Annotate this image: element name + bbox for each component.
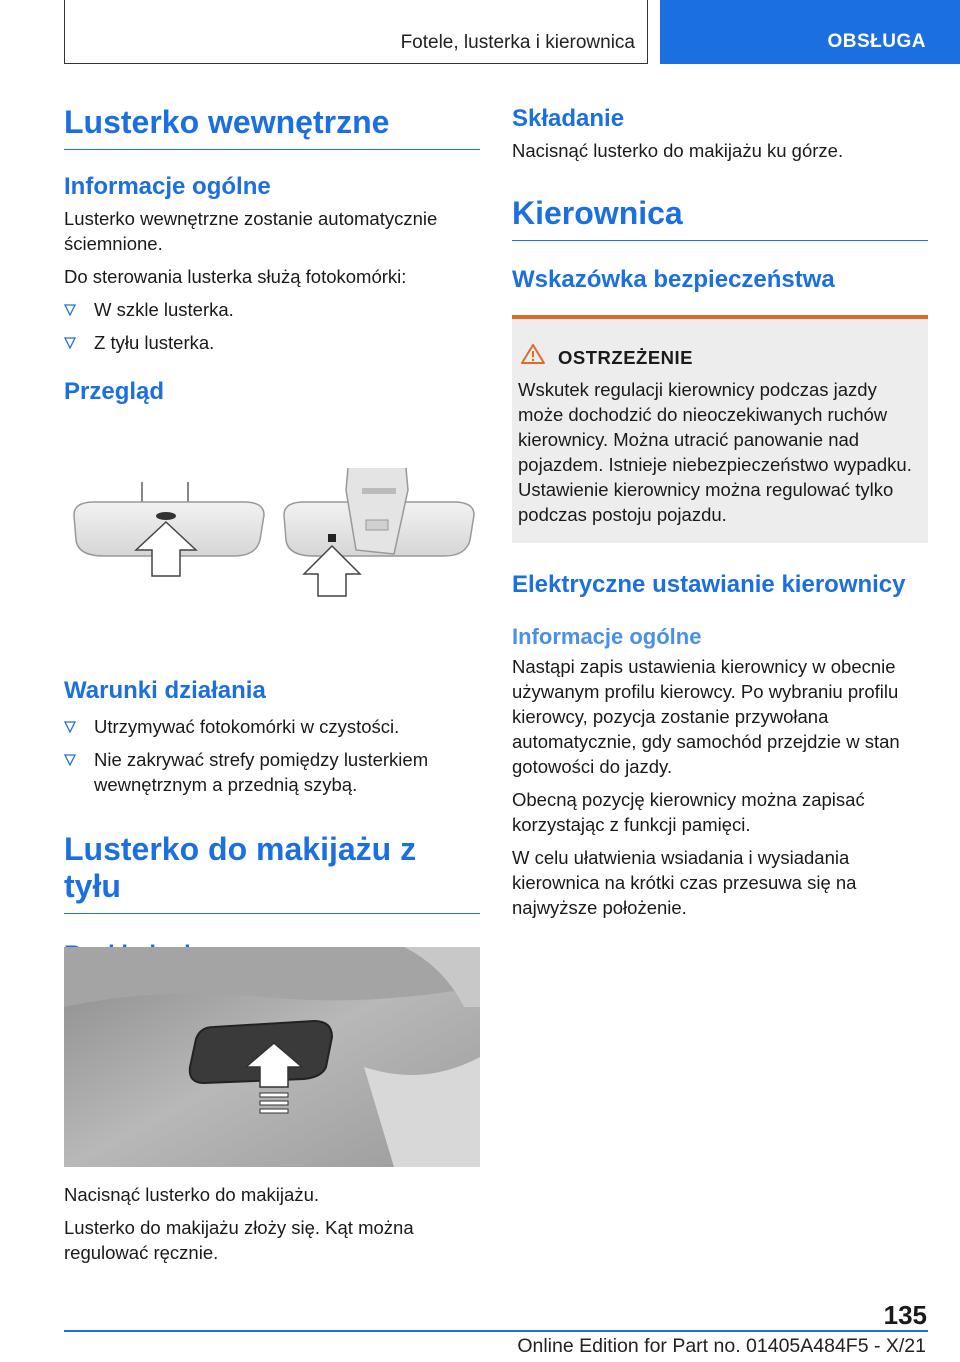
edition-info: Online Edition for Part no. 01405A484F5 - X/21 <box>517 1335 926 1357</box>
heading-conditions: Warunki działania <box>64 677 266 704</box>
header-frame <box>64 0 648 64</box>
mirror-sensors-illustration <box>64 460 480 630</box>
list-item-text: Utrzymywać fotokomórki w czystości. <box>94 716 400 737</box>
paragraph-memory-profile: Nastąpi zapis ustawienia kierownicy w obecnie używanym profilu kierowcy. Po wybraniu profilu kierowcy, pozycja zostanie przywołana automatycznie, gdy samochód przejdzie w stan gotowości do jazdy. <box>512 656 900 777</box>
section-tab <box>660 0 960 64</box>
paragraph-fold-up: Nacisnąć lusterko do makijażu ku górze. <box>512 140 844 161</box>
heading-vanity-mirror: Lusterko do makijażu z tyłu <box>64 831 480 914</box>
heading-steering-wheel: Kierownica <box>512 195 928 241</box>
section-title: OBSŁUGA <box>827 31 926 52</box>
triangle-bullet-icon <box>64 337 76 349</box>
list-item <box>64 330 480 355</box>
paragraph-mirror-folds: Lusterko do makijażu złoży się. Kąt można regulować ręcznie. <box>64 1217 414 1263</box>
warning-text: Wskutek regulacji kierownicy podczas jazdy może dochodzić do nieoczekiwanych ruchów kierownicy. Można utracić panowanie nad pojazdem. Istnieje niebezpieczeństwo wypadku. Ustawienie kierownicy można regulować tylko podczas postoju pojazdu. <box>518 379 912 525</box>
list-item-text: Z tyłu lusterka. <box>94 332 215 353</box>
triangle-bullet-icon <box>64 721 76 733</box>
heading-general-info: Informacje ogólne <box>64 173 271 200</box>
heading-electric-adjust: Elektryczne ustawianie kierownicy <box>512 571 906 598</box>
paragraph-press-mirror: Nacisnąć lusterko do makijażu. <box>64 1184 319 1205</box>
heading-interior-mirror: Lusterko wewnętrzne <box>64 104 480 150</box>
triangle-bullet-icon <box>64 754 76 766</box>
heading-safety-note: Wskazówka bezpieczeństwa <box>512 266 835 293</box>
column-left <box>64 104 480 407</box>
chapter-title: Fotele, lusterka i kierownica <box>400 32 635 53</box>
list-item-text: W szkle lusterka. <box>94 299 234 320</box>
warning-title: OSTRZEŻENIE <box>558 347 694 368</box>
warning-triangle-icon <box>520 343 546 365</box>
list-item <box>64 747 480 797</box>
triangle-bullet-icon <box>64 304 76 316</box>
paragraph-save-position: Obecną pozycję kierownicy można zapisać korzystając z funkcji pamięci. <box>512 789 865 835</box>
heading-general-info-right: Informacje ogólne <box>512 624 702 649</box>
column-left-lower <box>64 676 480 970</box>
footer-divider <box>64 1330 928 1332</box>
list-item <box>64 297 480 322</box>
page-number: 135 <box>883 1300 927 1330</box>
vanity-mirror-photo <box>64 947 480 1167</box>
column-right <box>512 104 928 295</box>
paragraph-sensors: Do sterowania lusterka służą fotokomórki: <box>64 266 407 287</box>
heading-overview: Przegląd <box>64 378 165 405</box>
column-left-bottom <box>64 1182 480 1265</box>
paragraph-auto-dim: Lusterko wewnętrzne zostanie automatycznie ściemnione. <box>64 208 438 254</box>
column-right-lower <box>512 570 928 920</box>
warning-box <box>512 315 928 543</box>
list-item-text: Nie zakrywać strefy pomiędzy lusterkiem wewnętrznym a przednią szybą. <box>94 749 429 795</box>
list-item <box>64 714 480 739</box>
paragraph-easy-entry: W celu ułatwienia wsiadania i wysiadania kierownica na krótki czas przesuwa się na najwyższe położenie. <box>512 847 857 918</box>
heading-folding: Składanie <box>512 105 625 132</box>
